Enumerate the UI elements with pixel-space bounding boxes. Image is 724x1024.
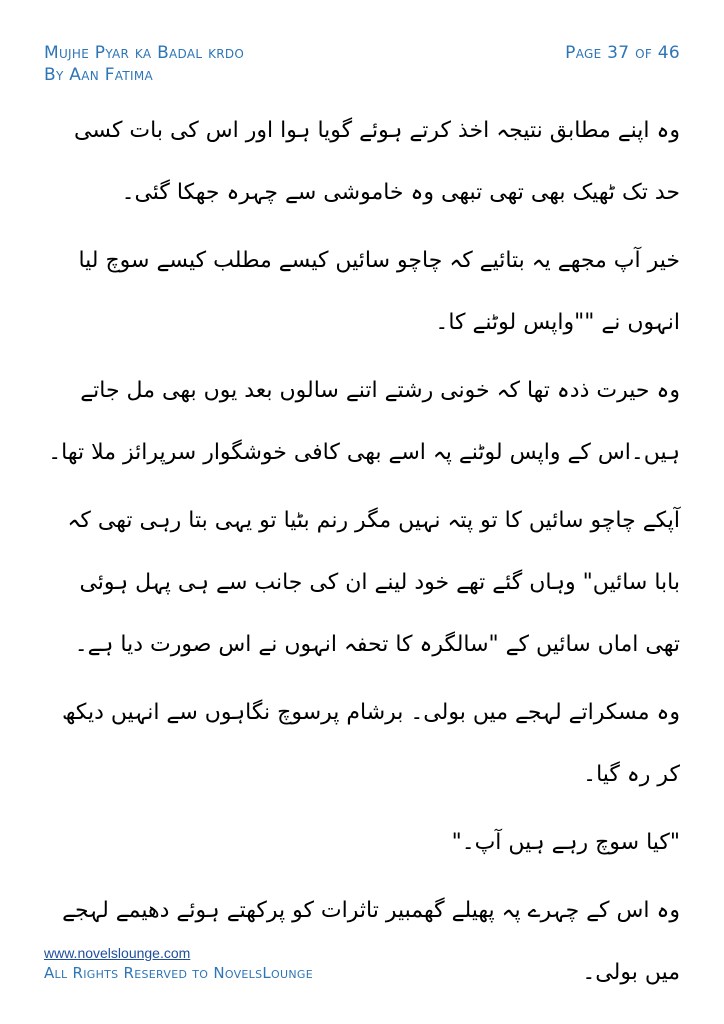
page-number: Page 37 of 46 xyxy=(565,43,680,63)
rights-notice: All Rights Reserved to NovelsLounge xyxy=(44,964,313,982)
author-name: By Aan Fatima xyxy=(44,65,154,85)
paragraph-4: آپکے چاچو سائیں کا تو پتہ نہیں مگر رنم بٹیا تو یہی بتا رہی تھی کہ بابا سائیں" وہاں گئے تھے خود لینے ان کی جانب سے ہی پہل ہوئی تھی اماں سائیں کے "سالگرہ کا تحفہ انہوں نے اس صورت دیا ہے۔ xyxy=(67,508,680,657)
website-link[interactable]: www.novelslounge.com xyxy=(44,945,191,961)
paragraph-2: خیر آپ مجھے یہ بتائیے کہ چاچو سائیں کیسے مطلب کیسے سوچ لیا انہوں نے ""واپس لوٹنے کا۔ xyxy=(78,248,680,335)
paragraph-1: وہ اپنے مطابق نتیجہ اخذ کرتے ہوئے گویا ہوا اور اس کی بات کسی حد تک ٹھیک بھی تھی تبھی وہ خاموشی سے چہرہ جھکا گئی۔ xyxy=(74,118,680,205)
paragraph-3: وہ حیرت ذدہ تھا کہ خونی رشتے اتنے سالوں بعد یوں بھی مل جاتے ہیں۔اس کے واپس لوٹنے پہ اسے بھی کافی خوشگوار سرپرائز ملا تھا۔ xyxy=(48,378,680,465)
header-title-block xyxy=(44,42,244,86)
paragraph-6: "کیا سوچ رہے ہیں آپ۔" xyxy=(451,830,680,855)
page-body xyxy=(44,100,680,1010)
paragraph-7: وہ اس کے چہرے پہ پھیلے گھمبیر تاثرات کو پرکھتے ہوئے دھیمے لہجے میں بولی۔ xyxy=(62,898,680,985)
footer xyxy=(44,944,313,983)
paragraph-5: وہ مسکراتے لہجے میں بولی۔ برشام پرسوچ نگاہوں سے انہیں دیکھ کر رہ گیا۔ xyxy=(61,700,680,787)
novel-title: Mujhe Pyar ka Badal krdo xyxy=(44,43,245,63)
